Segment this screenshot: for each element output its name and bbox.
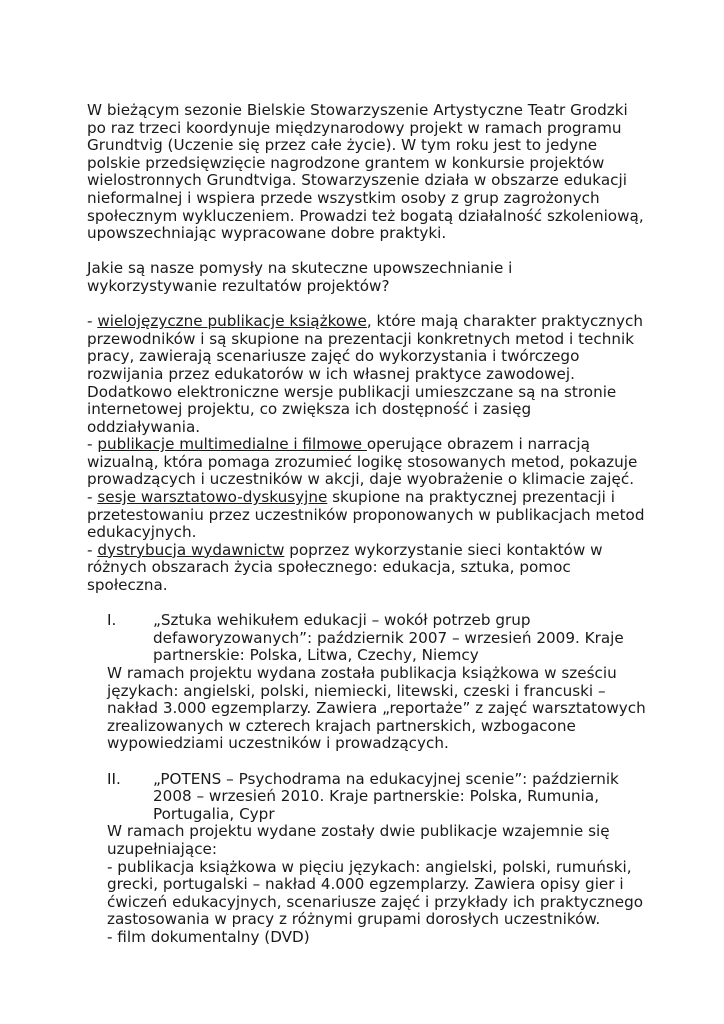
bullet-item: - wielojęzyczne publikacje książkowe, które mają charakter praktycznych przewodników i są skupione na prezentacji konkretnych metod i technik pracy, zawierają scenariusze zajęć do wykorzystania i twórczego rozwijania przez edukatorów w ich własnej praktyce zawodowej. Dodatkowo elektroniczne wersje publikacji umieszczane są na stronie internetowej projektu, co zwiększa ich dostępność i zasięg oddziaływania. [87,312,643,436]
bullet-item: - publikacje multimedialne i filmowe operujące obrazem i narracją wizualną, która pomaga zrozumieć logikę stosowanych metod, pokazuje prowadzących i uczestników w akcji, daje wyobrażenie o klimacie zajęć. [87,435,638,489]
bullet-link: sesje warsztatowo-dyskusyjne [97,488,328,507]
project-description-line: - film dokumentalny (DVD) [107,927,310,946]
question-paragraph: Jakie są nasze pomysły na skuteczne upowszechnianie i wykorzystywanie rezultatów projektów? [87,259,513,295]
project-description: W ramach projektu wydane zostały dwie publikacje wzajemnie się uzupełniające: [107,822,610,858]
document-page [87,102,647,947]
bullet-link: wielojęzyczne publikacje książkowe [97,312,367,331]
bullet-item: - sesje warsztatowo-dyskusyjne skupione na praktycznej prezentacji i przetestowaniu przez uczestników proponowanych w publikacjach metod edukacyjnych. [87,488,645,542]
list-number: II. [107,769,121,788]
project-description: W ramach projektu wydana została publikacja książkowa w sześciu językach: angielski, polski, niemiecki, litewski, czeski i francuski – nakład 3.000 egzemplarzy. Zawiera „reportaże” z zajęć warsztatowych zrealizowanych w czterech krajach partnerskich, wzbogacone wypowiedziami uczestników i prowadzących. [107,664,646,753]
bullet-link: dystrybucja wydawnictw [97,540,285,559]
project-description-line: - publikacja książkowa w pięciu językach: angielski, polski, rumuński, grecki, portugalski – nakład 4.000 egzemplarzy. Zawiera opisy gier i ćwiczeń edukacyjnych, scenariusze zajęć i przykłady ich praktycznego zastosowania w pracy z różnymi grupami dorosłych uczestników. [107,857,644,929]
list-number: I. [107,611,117,630]
bullet-item: - dystrybucja wydawnictw poprzez wykorzystanie sieci kontaktów w różnych obszarach życia społecznego: edukacja, sztuka, pomoc społeczna. [87,540,603,595]
project-heading: II. „POTENS – Psychodrama na edukacyjnej scenie”: październik 2008 – wrzesień 2010. Kraje partnerskie: Polska, Rumunia, Portugalia, Cypr [107,769,619,823]
project-heading: I. „Sztuka wehikułem edukacji – wokół potrzeb grup defaworyzowanych”: październik 2007 – wrzesień 2009. Kraje partnerskie: Polska, Litwa, Czechy, Niemcy [107,611,624,665]
intro-paragraph: W bieżącym sezonie Bielskie Stowarzyszenie Artystyczne Teatr Grodzki po raz trzeci koordynuje międzynarodowy projekt w ramach programu Grundtvig (Uczenie się przez całe życie). W tym roku jest to jedyne polskie przedsięwzięcie nagrodzone grantem w konkursie projektów wielostronnych Grundtviga. Stowarzyszenie działa w obszarze edukacji nieformalnej i wspiera przede wszystkim osoby z grup zagrożonych społecznym wykluczeniem. Prowadzi też bogatą działalność szkoleniową, upowszechniając wypracowane dobre praktyki. [87,101,644,243]
bullet-link: publikacje multimedialne i filmowe [97,435,367,454]
